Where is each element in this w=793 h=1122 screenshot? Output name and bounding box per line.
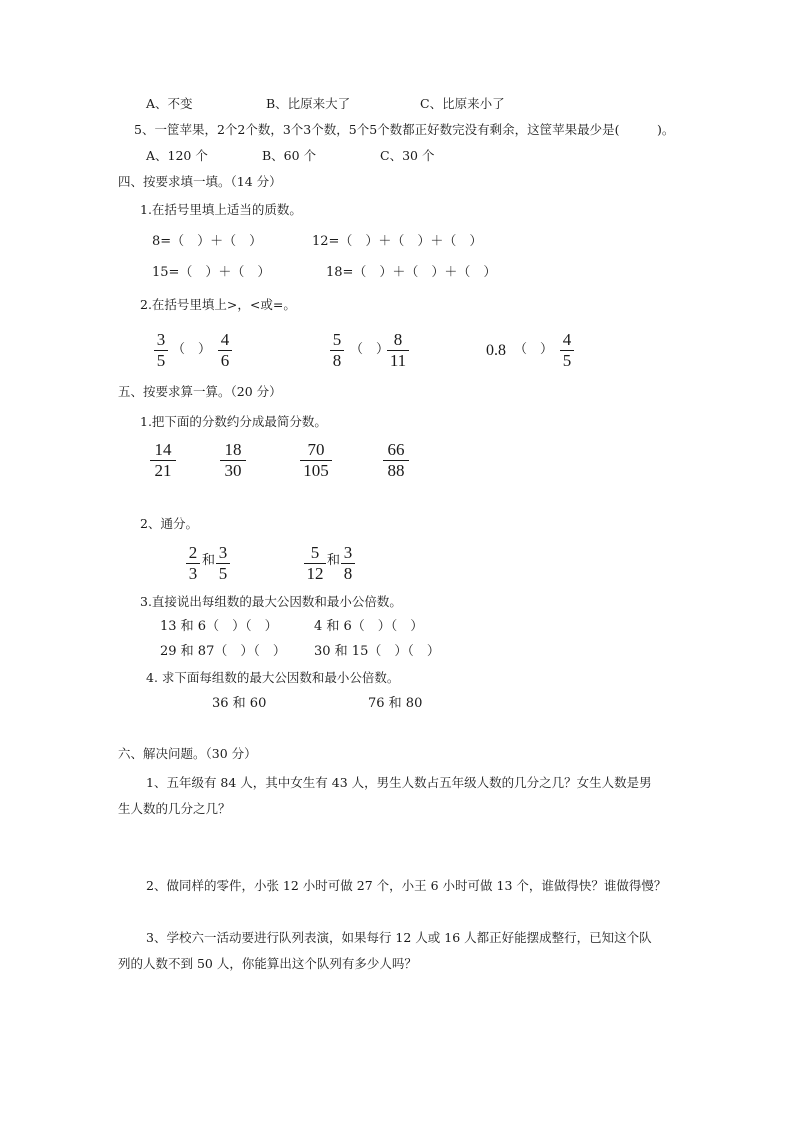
fraction-8-11 [387,330,409,371]
numerator: 2 [188,543,198,562]
sec4-q1-line1b: 12=（ ）＋（ ）＋（ ） [312,234,483,249]
numerator: 3 [156,330,166,349]
sec4-q1-line1a: 8=（ ）＋（ ） [152,234,263,249]
sec5-q3-line2a: 29 和 87（ ）（ ） [160,644,286,659]
numerator: 18 [224,440,242,459]
numerator: 4 [220,330,230,349]
denominator: 88 [387,461,405,480]
fraction-4-6 [218,330,232,371]
sec5-q3-line1b: 4 和 6（ ）（ ） [314,619,424,634]
denominator: 5 [218,564,228,583]
sec5-q3-line1a: 13 和 6（ ）（ ） [160,619,278,634]
sec4-q2-label: 2.在括号里填上>，<或=。 [140,297,296,312]
fraction-3-5 [154,330,168,371]
section4-title: 四、按要求填一填。（14 分） [118,174,282,189]
numerator: 3 [218,543,228,562]
fraction-3-5-b [216,543,230,584]
numerator: 4 [562,330,572,349]
sec5-q2-label: 2、通分。 [140,516,198,531]
fraction-2-3 [186,543,200,584]
sec5-q4-b: 76 和 80 [368,696,423,711]
denominator: 3 [188,564,198,583]
numerator: 14 [154,440,172,459]
section5-title: 五、按要求算一算。（20 分） [118,384,282,399]
fraction-70-105 [300,440,332,481]
compare-paren-3: （ ） [514,342,554,357]
fraction-5-8 [330,330,344,371]
q4-option-c: C、比原来小了 [420,96,505,111]
fraction-18-30 [220,440,246,481]
q5-option-c: C、30 个 [380,148,435,163]
q4-option-b: B、比原来大了 [266,96,351,111]
denominator: 8 [332,351,342,370]
denominator: 8 [343,564,353,583]
sec5-q4-a: 36 和 60 [212,696,267,711]
compare-paren-2: （ ） [350,342,390,357]
sec5-q3-line2b: 30 和 15（ ）（ ） [314,644,440,659]
fraction-4-5 [560,330,574,371]
sec6-p2: 2、做同样的零件，小张 12 小时可做 27 个，小王 6 小时可做 13 个，谁做得快？谁做得慢？ [146,878,667,893]
denominator: 6 [220,351,230,370]
denominator: 30 [224,461,242,480]
and-label: 和 [202,553,216,568]
sec6-p1-line1: 1、五年级有 84 人，其中女生有 43 人，男生人数占五年级人数的几分之几？女生人数是男 [146,775,652,790]
sec5-q3-label: 3.直接说出每组数的最大公因数和最小公倍数。 [140,594,402,609]
and-label: 和 [327,553,341,568]
fraction-14-21 [150,440,176,481]
sec4-q1-label: 1.在括号里填上适当的质数。 [140,202,302,217]
numerator: 5 [310,543,320,562]
fraction-3-8 [341,543,355,584]
section6-title: 六、解决问题。（30 分） [118,746,257,761]
sec4-q1-line2a: 15=（ ）＋（ ） [152,265,271,280]
numerator: 3 [343,543,353,562]
q5-text: 5、一筐苹果，2个2个数，3个3个数，5个5个数都正好数完没有剩余，这筐苹果最少是( )。 [134,122,675,137]
decimal-0-8: 0.8 [486,342,506,359]
numerator: 8 [393,330,403,349]
denominator: 105 [303,461,329,480]
sec6-p3-line2: 列的人数不到 50 人，你能算出这个队列有多少人吗？ [118,956,417,971]
compare-paren-1: （ ） [172,342,212,357]
q5-option-b: B、60 个 [262,148,317,163]
fraction-66-88 [383,440,409,481]
denominator: 21 [154,461,172,480]
numerator: 66 [387,440,405,459]
q4-option-a: A、不变 [146,96,193,111]
fraction-5-12 [304,543,326,584]
denominator: 11 [389,351,407,370]
sec5-q1-label: 1.把下面的分数约分成最简分数。 [140,414,327,429]
sec6-p3-line1: 3、学校六一活动要进行队列表演，如果每行 12 人或 16 人都正好能摆成整行，已知这个队 [146,930,652,945]
numerator: 70 [307,440,325,459]
numerator: 5 [332,330,342,349]
denominator: 5 [156,351,166,370]
sec5-q4-label: 4. 求下面每组数的最大公因数和最小公倍数。 [146,670,400,685]
denominator: 5 [562,351,572,370]
q5-option-a: A、120 个 [146,148,208,163]
sec6-p1-line2: 生人数的几分之几？ [118,801,231,816]
sec4-q1-line2b: 18=（ ）＋（ ）＋（ ） [326,265,497,280]
denominator: 12 [306,564,324,583]
